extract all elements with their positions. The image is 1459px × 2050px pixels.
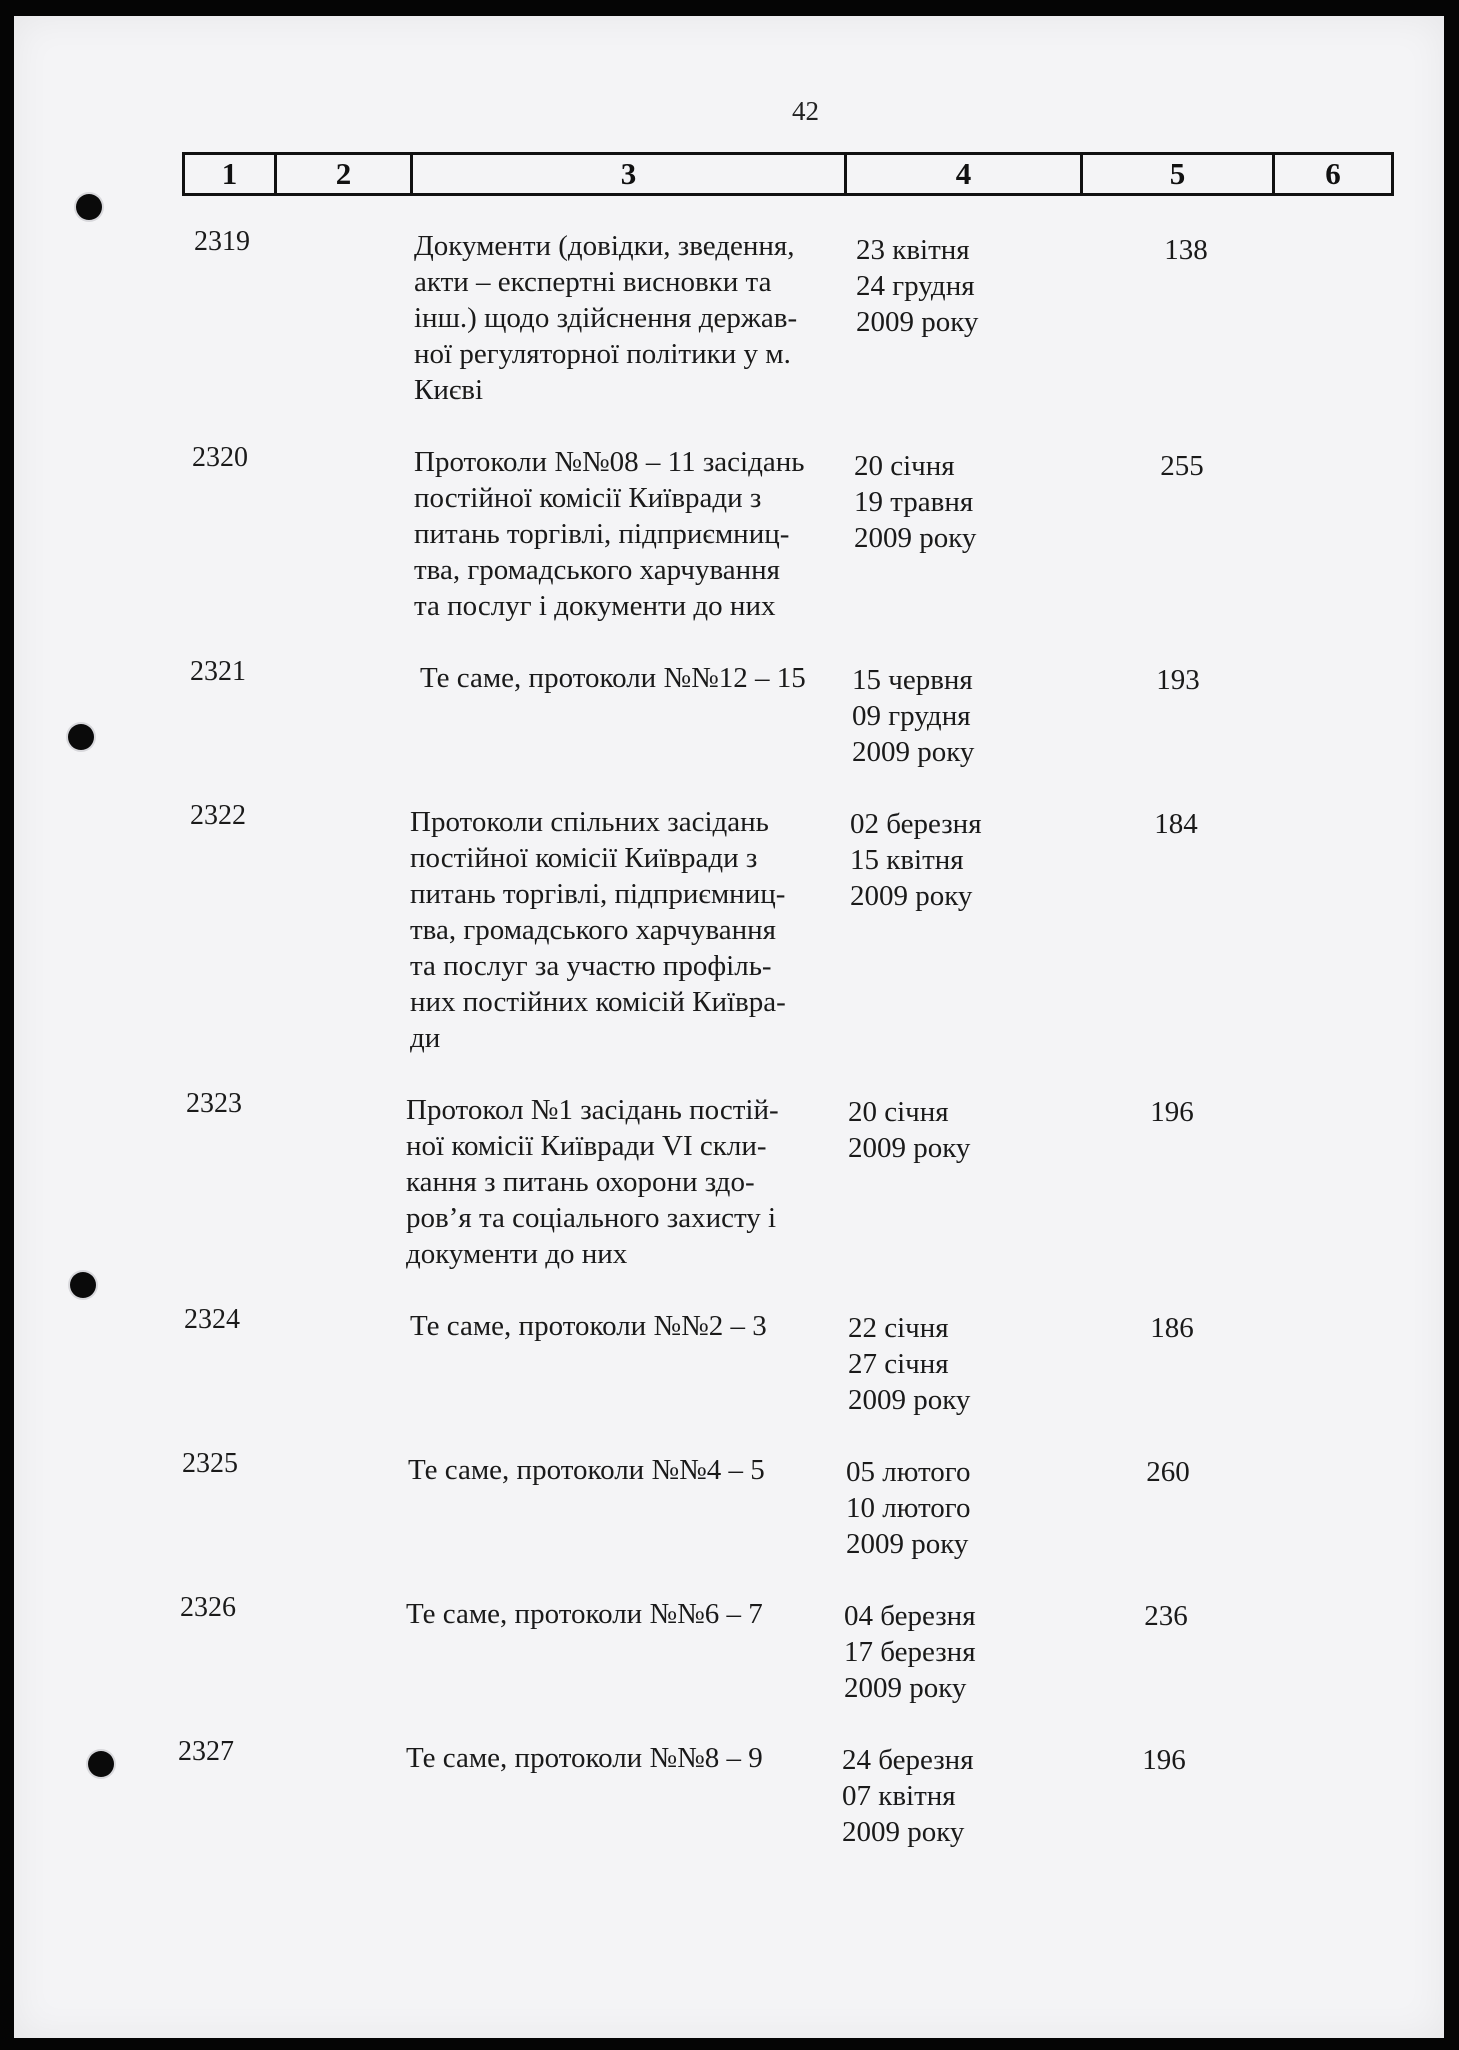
- record-description: Протоколи №№08 – 11 засідань постійної комісії Київради з питань торгівлі, підприємниц- тва, громадського харчування та послуг і документи до них: [414, 446, 805, 622]
- record-dates: 02 березня 15 квітня 2009 року: [850, 808, 982, 912]
- record-number: 2327: [178, 1736, 234, 1767]
- record-sheets: 193: [1156, 664, 1200, 696]
- record-sheets: 260: [1146, 1456, 1190, 1488]
- record-dates: 23 квітня 24 грудня 2009 року: [856, 234, 979, 338]
- header-col-2: 2: [277, 155, 413, 193]
- record-number: 2324: [184, 1304, 240, 1335]
- header-col-6: 6: [1325, 156, 1341, 191]
- record-description: Протокол №1 засідань постій- ної комісії Київради VI скли- кання з питань охорони здо- ров’я та соціального захисту і документи до них: [406, 1094, 779, 1270]
- record-dates: 04 березня 17 березня 2009 року: [844, 1600, 976, 1704]
- record-description: Те саме, протоколи №№2 – 3: [410, 1310, 767, 1342]
- record-description: Те саме, протоколи №№4 – 5: [408, 1454, 765, 1486]
- page-number: 42: [792, 96, 819, 126]
- record-sheets: 138: [1164, 234, 1208, 266]
- record-sheets: 255: [1160, 450, 1204, 482]
- record-number: 2319: [194, 226, 250, 257]
- punch-hole-3: [70, 1272, 96, 1298]
- record-sheets: 196: [1142, 1744, 1186, 1776]
- record-description: Протоколи спільних засідань постійної комісії Київради з питань торгівлі, підприємниц- тва, громадського харчування та послуг за участю профіль- них постійних комісій Київра- ди: [410, 806, 786, 1054]
- record-dates: 24 березня 07 квітня 2009 року: [842, 1744, 974, 1848]
- document-page: [14, 16, 1444, 2038]
- record-dates: 05 лютого 10 лютого 2009 року: [846, 1456, 971, 1560]
- record-number: 2322: [190, 800, 246, 831]
- record-description: Те саме, протоколи №№6 – 7: [406, 1598, 763, 1630]
- record-dates: 15 червня 09 грудня 2009 року: [852, 664, 975, 768]
- punch-hole-2: [68, 724, 94, 750]
- record-sheets: 196: [1150, 1096, 1194, 1128]
- header-col-5: 5: [1083, 155, 1275, 193]
- record-sheets: 184: [1154, 808, 1198, 840]
- record-dates: 20 січня 2009 року: [848, 1096, 971, 1164]
- punch-hole-1: [76, 194, 102, 220]
- record-number: 2320: [192, 442, 248, 473]
- record-number: 2326: [180, 1592, 236, 1623]
- record-dates: 22 січня 27 січня 2009 року: [848, 1312, 971, 1416]
- record-sheets: 186: [1150, 1312, 1194, 1344]
- record-number: 2325: [182, 1448, 238, 1479]
- record-description: Те саме, протоколи №№8 – 9: [406, 1742, 763, 1774]
- header-col-4: 4: [847, 155, 1083, 193]
- record-dates: 20 січня 19 травня 2009 року: [854, 450, 977, 554]
- header-col-3: 3: [413, 155, 847, 193]
- header-col-1: 1: [185, 155, 277, 193]
- record-description: Документи (довідки, зведення, акти – експертні висновки та інш.) щодо здійснення держав- ної регуляторної політики у м. Києві: [414, 230, 798, 406]
- punch-hole-4: [88, 1751, 114, 1777]
- record-number: 2321: [190, 656, 246, 687]
- record-sheets: 236: [1144, 1600, 1188, 1632]
- table-header: [182, 152, 1394, 196]
- record-number: 2323: [186, 1088, 242, 1119]
- record-description: Те саме, протоколи №№12 – 15: [420, 662, 806, 694]
